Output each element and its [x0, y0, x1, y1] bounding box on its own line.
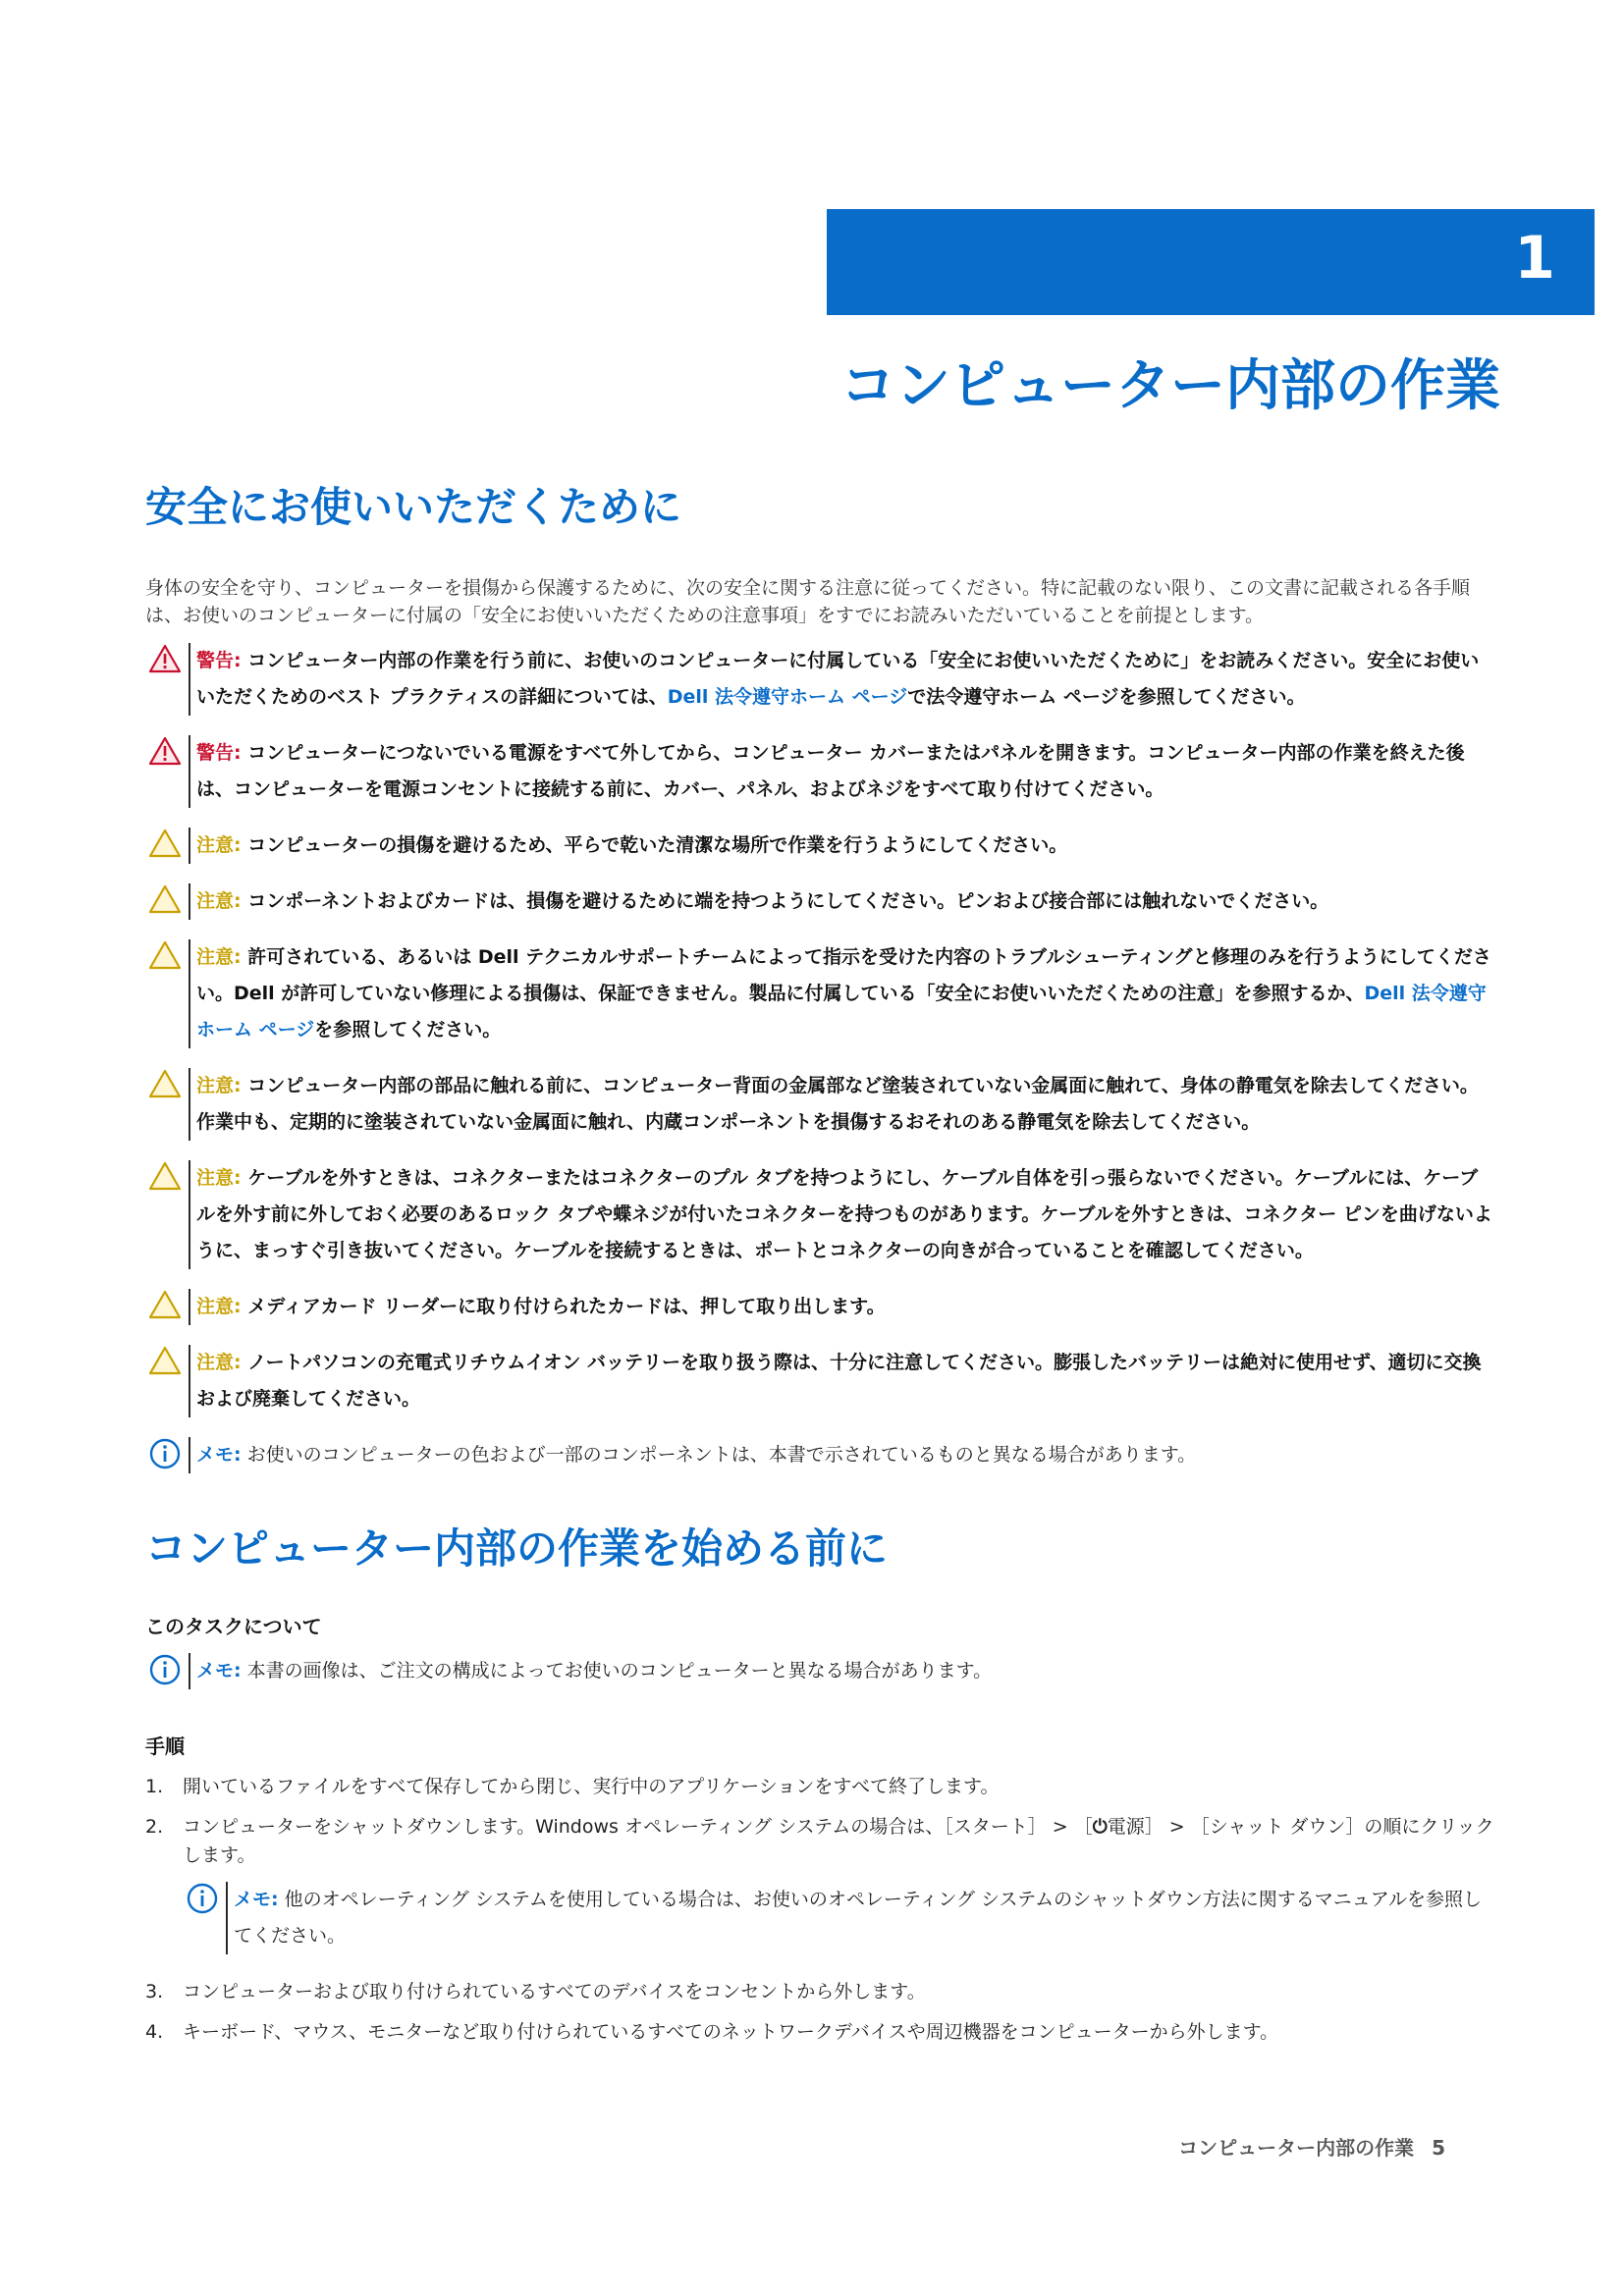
safety-note [145, 1160, 1494, 1269]
step-text: キーボード、マウス、モニターなど取り付けられているすべてのネットワークデバイスや周辺機器をコンピューターから外します。 [183, 2021, 1279, 2044]
note-body: コンピューター内部の部品に触れる前に、コンピューター背面の金属部など塗装されていない金属面に触れて、身体の静電気を除去してください。作業中も、定期的に塗装されていない金属面に触れ、内蔵コンポーネントを損傷するおそれのある静電気を除去してください。 [196, 1074, 1479, 1133]
caution-icon [145, 828, 185, 861]
note-body: 本書の画像は、ご注文の構成によってお使いのコンピューターと異なる場合があります。 [241, 1660, 993, 1682]
note-label: メモ: [196, 1443, 242, 1466]
note-text [189, 735, 1494, 808]
note-body: コンピューターにつないでいる電源をすべて外してから、コンピューター カバーまたはパネルを開きます。コンピューター内部の作業を終えた後は、コンピューターを電源コンセントに接続する前に、カバー、パネル、およびネジをすべて取り付けてください。 [196, 741, 1465, 800]
safety-intro: 身体の安全を守り、コンピューターを損傷から保護するために、次の安全に関する注意に従ってください。特に記載のない限り、この文書に記載される各手順は、お使いのコンピューターに付属の「安全にお使いいただくための注意事項」をすでにお読みいただいていることを前提とします。 [145, 576, 1471, 626]
step-number: 2. [145, 1816, 164, 1839]
note-text [189, 1653, 992, 1689]
page-footer [1178, 2132, 1445, 2161]
safety-note [145, 1437, 1494, 1473]
section-title-safety: 安全にお使いいただくために [145, 483, 682, 531]
section-title-before-work: コンピューター内部の作業を始める前に [145, 1523, 889, 1573]
note-body: コンピューターの損傷を避けるため、平らで乾いた清潔な場所で作業を行うようにしてください。 [241, 833, 1068, 856]
note-text [189, 1345, 1494, 1417]
note-label: 注意: [196, 833, 242, 856]
chapter-number: 1 [1514, 224, 1555, 293]
safety-notes [145, 643, 1494, 1473]
safety-note [145, 828, 1494, 864]
note-body: 他のオペレーティング システムを使用している場合は、お使いのオペレーティング システムのシャットダウン方法に関するマニュアルを参照してください。 [234, 1889, 1482, 1948]
footer-title: コンピューター内部の作業 [1178, 2136, 1415, 2160]
step-text: 開いているファイルをすべて保存してから閉じ、実行中のアプリケーションをすべて終了します。 [183, 1776, 1000, 1798]
note-body: 許可されている、あるいは Dell テクニカルサポートチームによって指示を受けた内容のトラブルシューティングと修理のみを行うようにしてください。Dell が許可していない修理による損傷は、保証できません。製品に付属している「安全にお使いいただくための注意」を参照するか、 [196, 945, 1491, 1004]
note-text [226, 1882, 1494, 1954]
caution-icon [145, 1160, 185, 1194]
note-label: 注意: [196, 1166, 242, 1189]
list-item [145, 1978, 1494, 2006]
step-text-part: コンピューターをシャットダウンします。Windows オペレーティング システムの場合は、［スタート］ > ［ [183, 1816, 1093, 1839]
power-icon: ⏻ [1092, 1816, 1108, 1839]
caution-icon [145, 939, 185, 973]
note-text [189, 828, 1067, 864]
note-body: コンピューター内部の作業を行う前に、お使いのコンピューターに付属している「安全にお使いいただくために」をお読みください。安全にお使いいただくためのベスト プラクティスの詳細については、 [196, 649, 1480, 708]
compliance-link[interactable]: Dell 法令遵守ホーム ページ [667, 685, 908, 708]
note-body: ケーブルを外すときは、コネクターまたはコネクターのプル タブを持つようにし、ケーブル自体を引っ張らないでください。ケーブルには、ケーブルを外す前に外しておく必要のあるロック タブや蝶ネジが付いたコネクターを持つものがあります。ケーブルを外すときは、コネクター ピンを曲げないように、まっすぐ引き抜いてください。ケーブルを接続するときは、ポートとコネクターの向きが合っていることを確認してください。 [196, 1166, 1492, 1261]
note-label: 注意: [196, 1295, 242, 1317]
note-text [189, 883, 1328, 920]
note-text [189, 643, 1494, 716]
safety-note [145, 643, 1494, 716]
step-text [183, 1813, 1494, 1870]
safety-note [145, 735, 1494, 808]
procedure-steps [145, 1773, 1494, 1870]
safety-note [145, 1289, 1494, 1325]
note-label: 注意: [196, 1074, 242, 1096]
about-task-note [145, 1653, 1494, 1689]
caution-icon [145, 1289, 185, 1322]
page-number: 5 [1432, 2136, 1445, 2160]
note-body-after: を参照してください。 [314, 1018, 502, 1041]
list-item [145, 1773, 1494, 1801]
note-text [189, 1289, 886, 1325]
step-number: 3. [145, 1981, 164, 2003]
list-item [145, 2018, 1494, 2047]
caution-icon [145, 883, 185, 917]
info-icon [145, 1653, 185, 1686]
info-icon [183, 1882, 222, 1915]
list-item [145, 1813, 1494, 1870]
note-label: 警告: [196, 741, 242, 764]
safety-note [145, 1345, 1494, 1417]
note-body: お使いのコンピューターの色および一部のコンポーネントは、本書で示されているものと異なる場合があります。 [241, 1443, 1197, 1466]
chapter-number-bar [827, 209, 1595, 315]
warning-icon [145, 643, 185, 676]
step-number: 4. [145, 2021, 164, 2044]
note-label: 注意: [196, 889, 242, 912]
note-body: ノートパソコンの充電式リチウムイオン バッテリーを取り扱う際は、十分に注意してください。膨張したバッテリーは絶対に使用せず、適切に交換および廃棄してください。 [196, 1351, 1482, 1410]
safety-note [145, 939, 1494, 1048]
step2-note [183, 1882, 1494, 1954]
caution-icon [145, 1068, 185, 1101]
note-body: コンポーネントおよびカードは、損傷を避けるために端を持つようにしてください。ピンおよび接合部には触れないでください。 [241, 889, 1329, 912]
note-body: メディアカード リーダーに取り付けられたカードは、押して取り出します。 [241, 1295, 886, 1317]
compliance-link[interactable]: Dell 法令遵守ホーム ページ [196, 982, 1487, 1041]
procedure-steps-continued [145, 1978, 1494, 2047]
note-text [189, 939, 1494, 1048]
chapter-title: コンピューター内部の作業 [840, 354, 1500, 418]
note-text [189, 1160, 1494, 1269]
note-text [189, 1437, 1196, 1473]
main-content [145, 481, 1494, 2058]
procedure-heading: 手順 [145, 1735, 185, 1759]
note-label: 警告: [196, 649, 242, 671]
note-label: 注意: [196, 1351, 242, 1373]
step-text: コンピューターおよび取り付けられているすべてのデバイスをコンセントから外します。 [183, 1981, 926, 2003]
note-label: メモ: [196, 1660, 242, 1682]
about-task-heading: このタスクについて [145, 1615, 322, 1639]
caution-icon [145, 1345, 185, 1378]
info-icon [145, 1437, 185, 1470]
warning-icon [145, 735, 185, 769]
step-text-part: 電源］ > ［シャット ダウン］の順にクリックします。 [183, 1816, 1494, 1867]
note-label: 注意: [196, 945, 242, 968]
note-text [189, 1068, 1494, 1141]
note-label: メモ: [234, 1889, 279, 1911]
note-body-after: で法令遵守ホーム ページを参照してください。 [907, 685, 1306, 708]
safety-note [145, 1068, 1494, 1141]
safety-note [145, 883, 1494, 920]
step-number: 1. [145, 1776, 164, 1798]
